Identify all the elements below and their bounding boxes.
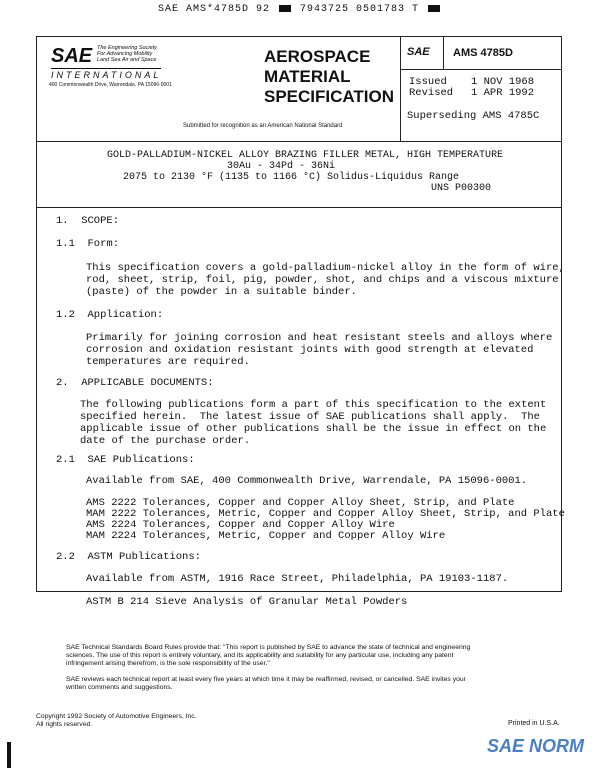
paragraph-line: rod, sheet, strip, foil, pig, powder, shot, and chips and a viscous mixture [86,274,559,286]
copyright-note: Copyright 1992 Society of Automotive Engineers, Inc. All rights reserved. [36,713,197,728]
paragraph-line: corrosion and oxidation resistant joints with good strength at elevated [86,344,534,356]
sae-norm-watermark: SAE NORM [487,736,585,756]
section-1-heading: 1. SCOPE: [56,215,120,227]
international-label: INTERNATIONAL [51,70,162,80]
title-line-1: GOLD-PALLADIUM-NICKEL ALLOY BRAZING FILLER METAL, HIGH TEMPERATURE [107,150,504,161]
printed-in-usa: Printed in U.S.A. [508,720,560,727]
paragraph-line: The following publications form a part of this specification to the extent [80,399,547,411]
reference-item: MAM 2224 Tolerances, Metric, Copper and Copper Alloy Wire [86,530,446,542]
paragraph-line: Primarily for joining corrosion and heat resistant steels and alloys where [86,332,553,344]
sae-logo: SAE [51,45,93,67]
reference-item: ASTM B 214 Sieve Analysis of Granular Metal Powders [86,596,408,608]
paragraph-line: temperatures are required. [86,356,250,368]
aerospace-material-specification-title: AEROSPACE MATERIAL SPECIFICATION [264,47,395,106]
revised-date: 1 APR 1992 [471,87,535,99]
scan-edge-mark [7,742,11,768]
astm-availability: Available from ASTM, 1916 Race Street, Philadelphia, PA 19103-1187. [86,573,509,585]
revised-label: Revised [409,87,454,99]
review-note: SAE reviews each technical report at least every five years at which time it may be reaffirmed, revised, or cancelled. SAE invites your written comments and suggestions. [66,676,466,691]
paragraph-line: date of the purchase order. [80,435,251,447]
sae-address: 400 Commonwealth Drive, Warrendale, PA 15096-0001 [49,82,172,88]
section-2-1-heading: 2.1 SAE Publications: [56,454,195,466]
section-2-heading: 2. APPLICABLE DOCUMENTS: [56,377,214,389]
section-1-1-heading: 1.1 Form: [56,238,120,250]
title-line-2: 30Au - 34Pd - 36Ni [227,161,336,172]
reference-item: AMS 2224 Tolerances, Copper and Copper Alloy Wire [86,519,395,531]
spec-title-block [37,141,561,208]
submitted-note: Submitted for recognition as an American National Standard [183,123,343,129]
section-2-2-heading: 2.2 ASTM Publications: [56,551,201,563]
paragraph-line: This specification covers a gold-palladium-nickel alloy in the form of wire, [86,262,565,274]
society-tagline: The Engineering Society For Advancing Mobility Land Sea Air and Space [97,45,157,63]
uns-number: UNS P00300 [431,183,492,194]
issue-dates [409,77,534,99]
title-line-3: 2075 to 2130 °F (1135 to 1166 °C) Solidus-Liquidus Range [123,172,460,183]
paragraph-line: specified herein. The latest issue of SAE publications shall apply. The [80,411,540,423]
doc-code-mid: 7943725 0501783 [299,4,405,15]
section-1-2-heading: 1.2 Application: [56,309,164,321]
document-code-strip [0,4,600,15]
reference-item: MAM 2222 Tolerances, Metric, Copper and Copper Alloy Sheet, Strip, and Plate [86,508,565,520]
barcode-block [428,5,440,12]
spec-header [37,37,561,142]
issued-date: 1 NOV 1968 [471,76,535,88]
paragraph-line: applicable issue of other publications shall be the issue in effect on the [80,423,547,435]
reference-item: AMS 2222 Tolerances, Copper and Copper Alloy Sheet, Strip, and Plate [86,497,515,509]
ams-number: AMS 4785D [453,47,513,59]
doc-code-right: T [412,4,420,15]
sae-small-logo: SAE [407,46,430,58]
paragraph-line: (paste) of the powder in a suitable binder. [86,286,357,298]
issued-label: Issued [409,76,447,88]
doc-code-left: SAE AMS*4785D 92 [157,4,270,15]
board-rules-note: SAE Technical Standards Board Rules provide that: "This report is published by SAE to advance the state of technical and engineering sciences. The use of this report is entirely voluntary, and its applicability and suitability for any particular use, including any patent infringement arising therefrom, is the sole responsibility of the user." [66,644,471,667]
sae-availability: Available from SAE, 400 Commonwealth Drive, Warrendale, PA 15096-0001. [86,475,528,487]
barcode-block [279,5,291,12]
spec-id-panel [400,37,562,141]
superseding-note: Superseding AMS 4785C [407,110,540,122]
